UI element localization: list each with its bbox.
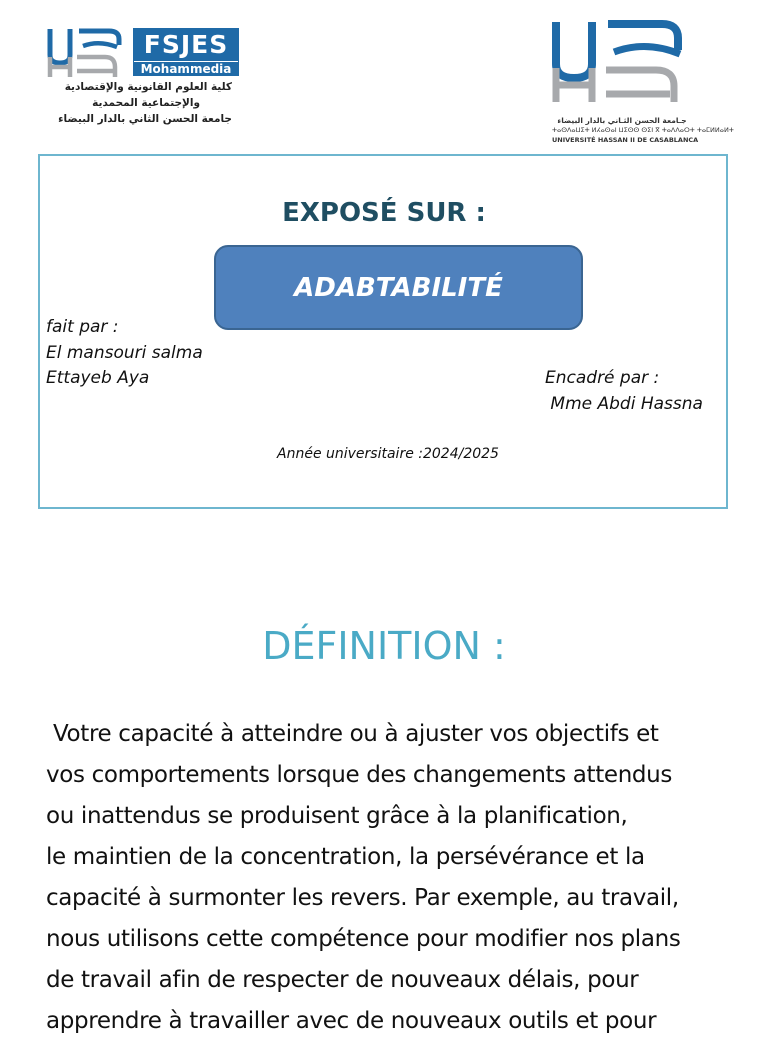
supervisor-block: [545, 366, 703, 417]
topic-label: ADABTABILITÉ: [294, 272, 503, 303]
fsjes-badge-title: FSJES: [143, 30, 229, 59]
fsjes-badge: [133, 28, 239, 76]
paragraph-line: vos comportements lorsque des changements attendus: [46, 762, 673, 788]
authors-block: [46, 315, 203, 392]
paragraph-line: de travail afin de respecter de nouveaux délais, pour: [46, 967, 639, 993]
authors-label: fait par :: [46, 317, 119, 337]
uh2-mark-icon: [47, 27, 131, 79]
university-name-arabic: جـامعة الحسن الثـاني بالدار البيضاء: [557, 116, 687, 125]
university-name-tifinagh: ⵜⴰⵙⴷⴰⵡⵉⵜ ⵍⵃⴰⵙⴰⵏ ⵡⵉⵙⵙ ⵙⵉⵏ ⴳ ⵜⴰⴷⴷⴰⵔⵜ ⵜⴰⵎⵍⵍⴰⵍⵜ: [552, 126, 734, 134]
paragraph-line: capacité à surmonter les revers. Par exemple, au travail,: [46, 885, 679, 911]
supervisor-label: Encadré par :: [545, 368, 660, 388]
cover-title: EXPOSÉ SUR :: [282, 198, 486, 228]
fsjes-badge-subtitle: Mohammedia: [134, 61, 238, 76]
university-logo: [548, 18, 734, 148]
paragraph-line: le maintien de la concentration, la persévérance et la: [46, 844, 645, 870]
paragraph-line: Votre capacité à atteindre ou à ajuster vos objectifs et: [46, 721, 659, 747]
paragraph-line: ou inattendus se produisent grâce à la planification,: [46, 803, 628, 829]
university-name-latin: UNIVERSITÉ HASSAN II DE CASABLANCA: [552, 136, 699, 144]
topic-box: [214, 245, 583, 330]
faculty-logo: [47, 25, 242, 130]
paragraph-line: nous utilisons cette compétence pour modifier nos plans: [46, 926, 681, 952]
faculty-name-arabic-line-3: جامعة الحسن الثاني بالدار البيضاء: [58, 113, 232, 125]
definition-paragraph: [46, 714, 746, 1042]
author-name: Ettayeb Aya: [46, 368, 150, 388]
author-name: El mansouri salma: [46, 342, 203, 363]
academic-year: Année universitaire :2024/2025: [277, 446, 499, 462]
paragraph-line: apprendre à travailler avec de nouveaux outils et pour: [46, 1008, 657, 1034]
uh2-mark-large-icon: [550, 18, 690, 104]
definition-heading: DÉFINITION :: [262, 624, 506, 668]
supervisor-name: Mme Abdi Hassna: [545, 393, 703, 414]
faculty-name-arabic-line-2: والإجتماعية المحمدية: [92, 97, 200, 109]
faculty-name-arabic-line-1: كلية العلوم القانونية والإقتصادية: [64, 81, 232, 93]
